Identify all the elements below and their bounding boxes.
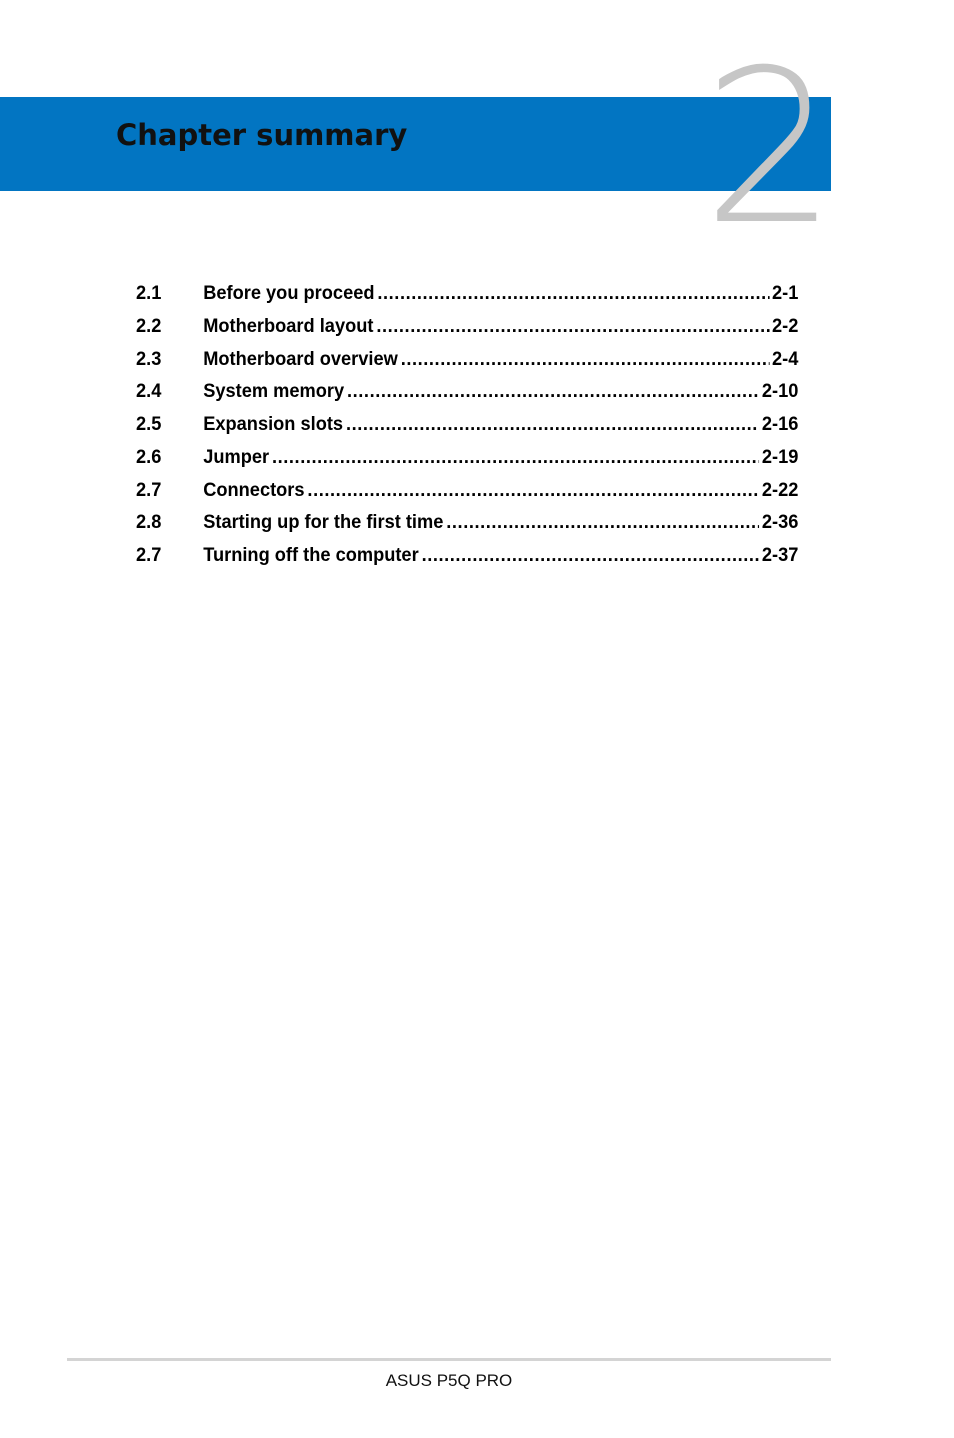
- toc-dot-leader: [307, 477, 759, 505]
- chapter-title: Chapter summary: [116, 118, 408, 152]
- toc-entry-number: 2.6: [136, 446, 162, 468]
- toc-entry[interactable]: [136, 280, 798, 313]
- toc-entry-number: 2.5: [136, 414, 162, 435]
- toc-entry-title: Turning off the computer: [203, 545, 419, 566]
- footer-product-name: ASUS P5Q PRO: [385, 1371, 513, 1390]
- toc-entry[interactable]: [136, 313, 798, 346]
- toc-entry-title: Motherboard layout: [203, 315, 374, 337]
- toc-entry-number: 2.1: [136, 283, 162, 304]
- toc-entry-title: Before you proceed: [203, 283, 375, 304]
- toc-entry-title: Connectors: [203, 479, 305, 501]
- toc-entry[interactable]: [136, 542, 798, 575]
- table-of-contents: [136, 280, 798, 575]
- toc-dot-leader: [446, 509, 759, 537]
- toc-entry-title: Starting up for the first time: [203, 512, 444, 534]
- toc-entry-page: 2-37: [761, 545, 799, 566]
- toc-entry[interactable]: [136, 444, 798, 477]
- toc-entry-page: 2-16: [761, 414, 799, 435]
- toc-entry-page: 2-22: [761, 479, 799, 501]
- toc-entry[interactable]: [136, 411, 798, 444]
- toc-dot-leader: [401, 346, 769, 374]
- toc-entry-page: 2-1: [772, 283, 799, 304]
- toc-dot-leader: [376, 313, 769, 341]
- toc-entry-number: 2.4: [136, 381, 162, 403]
- toc-entry-number: 2.7: [136, 479, 162, 501]
- toc-entry-number: 2.3: [136, 348, 162, 370]
- toc-dot-leader: [346, 411, 759, 439]
- toc-entry-title: Expansion slots: [203, 414, 344, 435]
- toc-entry-number: 2.2: [136, 315, 162, 337]
- footer-divider: [67, 1358, 831, 1361]
- toc-entry[interactable]: [136, 378, 798, 411]
- toc-entry[interactable]: [136, 509, 798, 542]
- toc-entry[interactable]: [136, 346, 798, 379]
- toc-entry-number: 2.7: [136, 545, 162, 566]
- chapter-number: 2: [702, 24, 838, 271]
- toc-entry-page: 2-19: [761, 446, 799, 468]
- toc-entry[interactable]: [136, 477, 798, 510]
- toc-entry-title: Motherboard overview: [203, 348, 398, 370]
- toc-entry-page: 2-4: [772, 348, 799, 370]
- toc-entry-page: 2-36: [761, 512, 799, 534]
- toc-dot-leader: [377, 280, 769, 308]
- toc-dot-leader: [272, 444, 759, 472]
- toc-entry-page: 2-10: [761, 381, 799, 403]
- toc-entry-title: System memory: [203, 381, 345, 403]
- toc-entry-page: 2-2: [772, 315, 799, 337]
- toc-dot-leader: [422, 542, 759, 570]
- toc-dot-leader: [347, 378, 759, 406]
- toc-entry-title: Jumper: [203, 446, 270, 468]
- toc-entry-number: 2.8: [136, 512, 162, 534]
